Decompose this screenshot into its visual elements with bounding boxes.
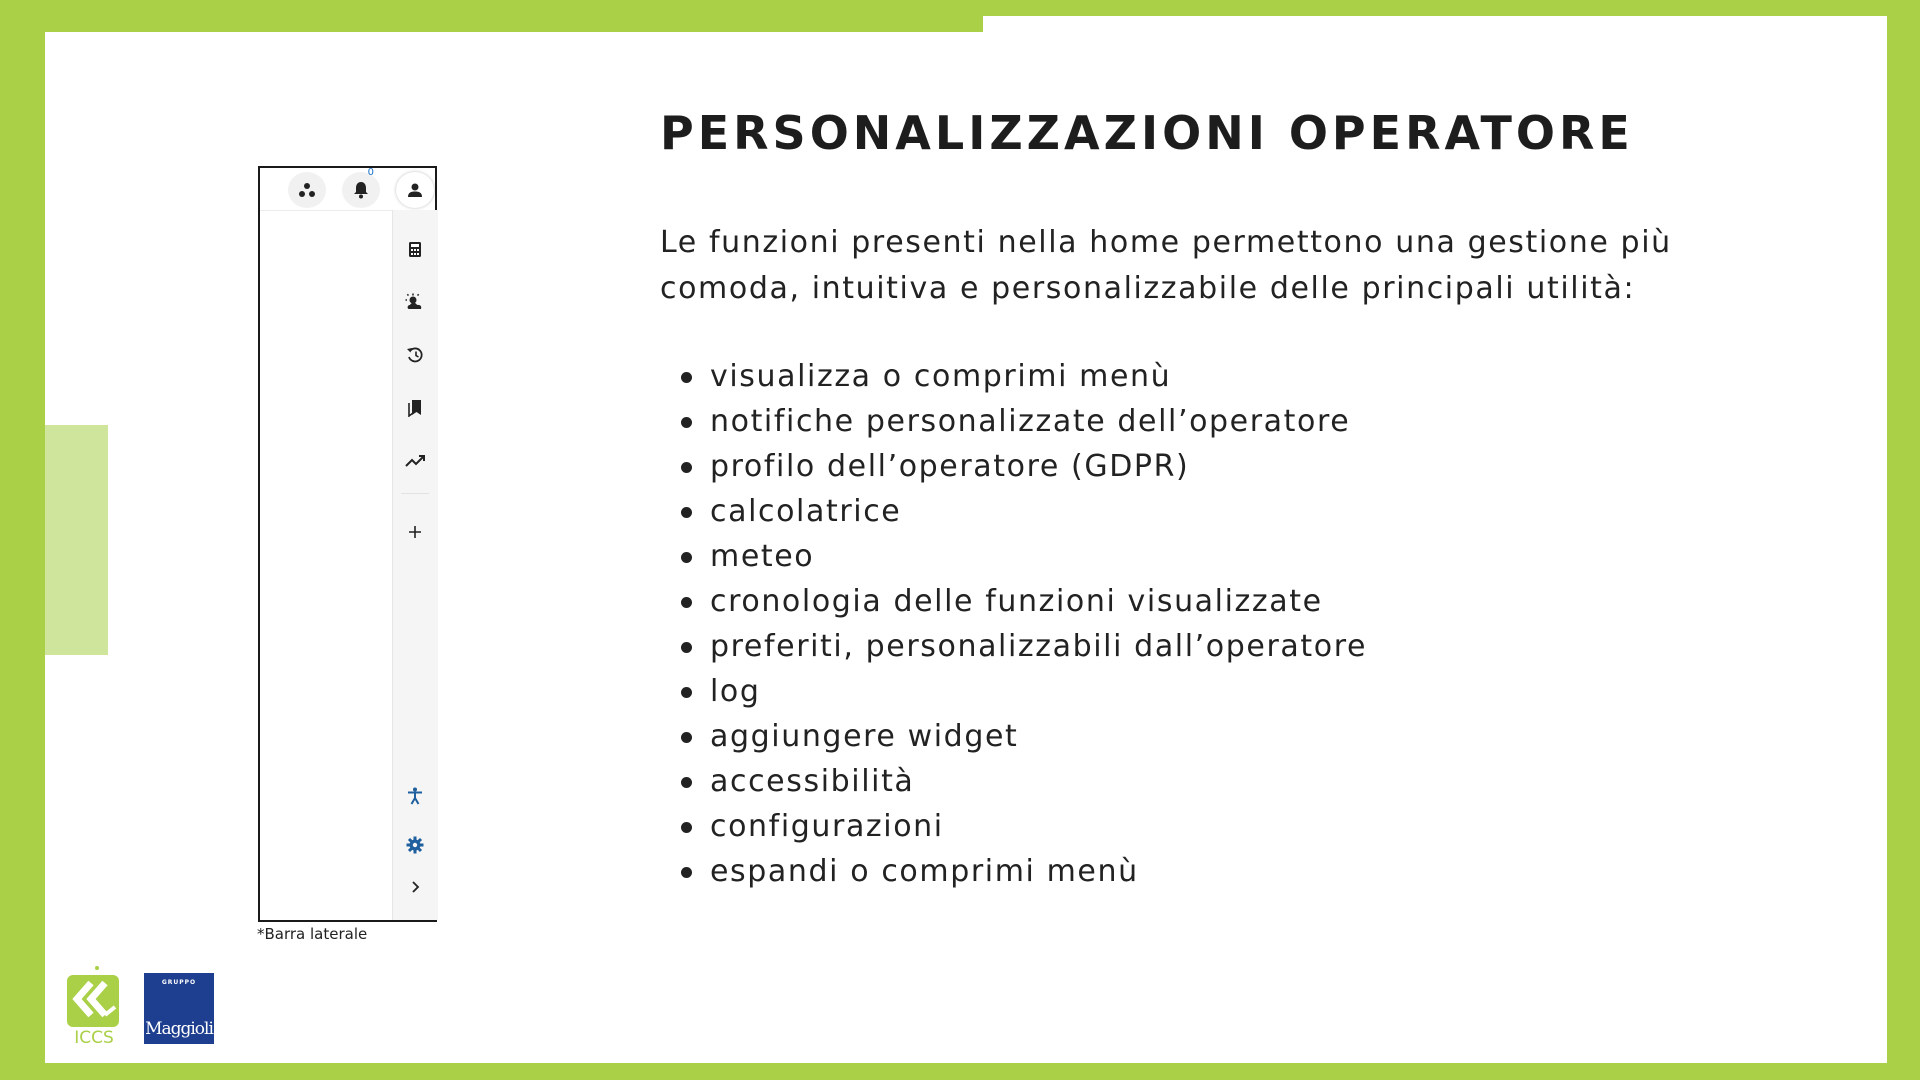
top-frame-notch <box>45 16 983 32</box>
list-item: aggiungere widget <box>660 714 1367 759</box>
list-item: calcolatrice <box>660 489 1367 534</box>
maggioli-name: Maggioli <box>145 1019 213 1039</box>
weather-button[interactable] <box>405 292 425 312</box>
iccs-logo <box>65 965 123 1049</box>
list-item: profilo dell’operatore (GDPR) <box>660 444 1367 489</box>
rail-divider <box>401 493 429 494</box>
sidebar-topbar <box>260 168 435 211</box>
left-accent-bar <box>45 425 108 655</box>
history-button[interactable] <box>405 345 425 365</box>
list-item: visualizza o comprimi menù <box>660 354 1367 399</box>
accessibility-button[interactable] <box>405 786 425 806</box>
list-item: espandi o comprimi menù <box>660 849 1367 894</box>
apps-button[interactable] <box>288 172 326 208</box>
sidebar-screenshot <box>258 166 437 922</box>
iccs-logo-mark <box>65 965 123 1049</box>
slide-title: PERSONALIZZAZIONI OPERATORE <box>660 106 1634 160</box>
gear-icon <box>406 836 424 854</box>
sidebar-rail <box>392 210 438 920</box>
log-button[interactable] <box>405 451 425 471</box>
add-widget-button[interactable] <box>405 522 425 542</box>
weather-icon <box>405 293 425 311</box>
accessibility-icon <box>407 787 423 805</box>
bell-icon <box>353 181 369 199</box>
notification-count-badge: 0 <box>367 167 374 178</box>
user-icon <box>407 182 423 198</box>
feature-list <box>660 354 1367 894</box>
apps-icon <box>298 182 316 198</box>
chevron-right-icon <box>410 880 420 894</box>
history-icon <box>406 346 424 364</box>
list-item: log <box>660 669 1367 714</box>
intro-paragraph: Le funzioni presenti nella home permettono una gestione più comoda, intuitiva e personalizzabile delle principali utilità: <box>660 225 1672 306</box>
settings-button[interactable] <box>405 835 425 855</box>
maggioli-group-label: GRUPPO <box>161 979 197 986</box>
sidebar-caption: *Barra laterale <box>257 925 368 943</box>
profile-button[interactable] <box>396 172 434 208</box>
plus-icon <box>408 525 422 539</box>
list-item: meteo <box>660 534 1367 579</box>
bookmarks-button[interactable] <box>405 398 425 418</box>
iccs-text: ICCS <box>74 1028 114 1048</box>
list-item: preferiti, personalizzabili dall’operatore <box>660 624 1367 669</box>
list-item: configurazioni <box>660 804 1367 849</box>
maggioli-logo <box>144 973 214 1044</box>
calculator-icon <box>408 241 422 258</box>
expand-menu-button[interactable] <box>405 877 425 897</box>
bookmarks-icon <box>407 399 423 417</box>
list-item: notifiche personalizzate dell’operatore <box>660 399 1367 444</box>
trending-icon <box>405 454 425 468</box>
list-item: cronologia delle funzioni visualizzate <box>660 579 1367 624</box>
list-item: accessibilità <box>660 759 1367 804</box>
notifications-button[interactable] <box>342 167 380 208</box>
calculator-button[interactable] <box>405 239 425 259</box>
